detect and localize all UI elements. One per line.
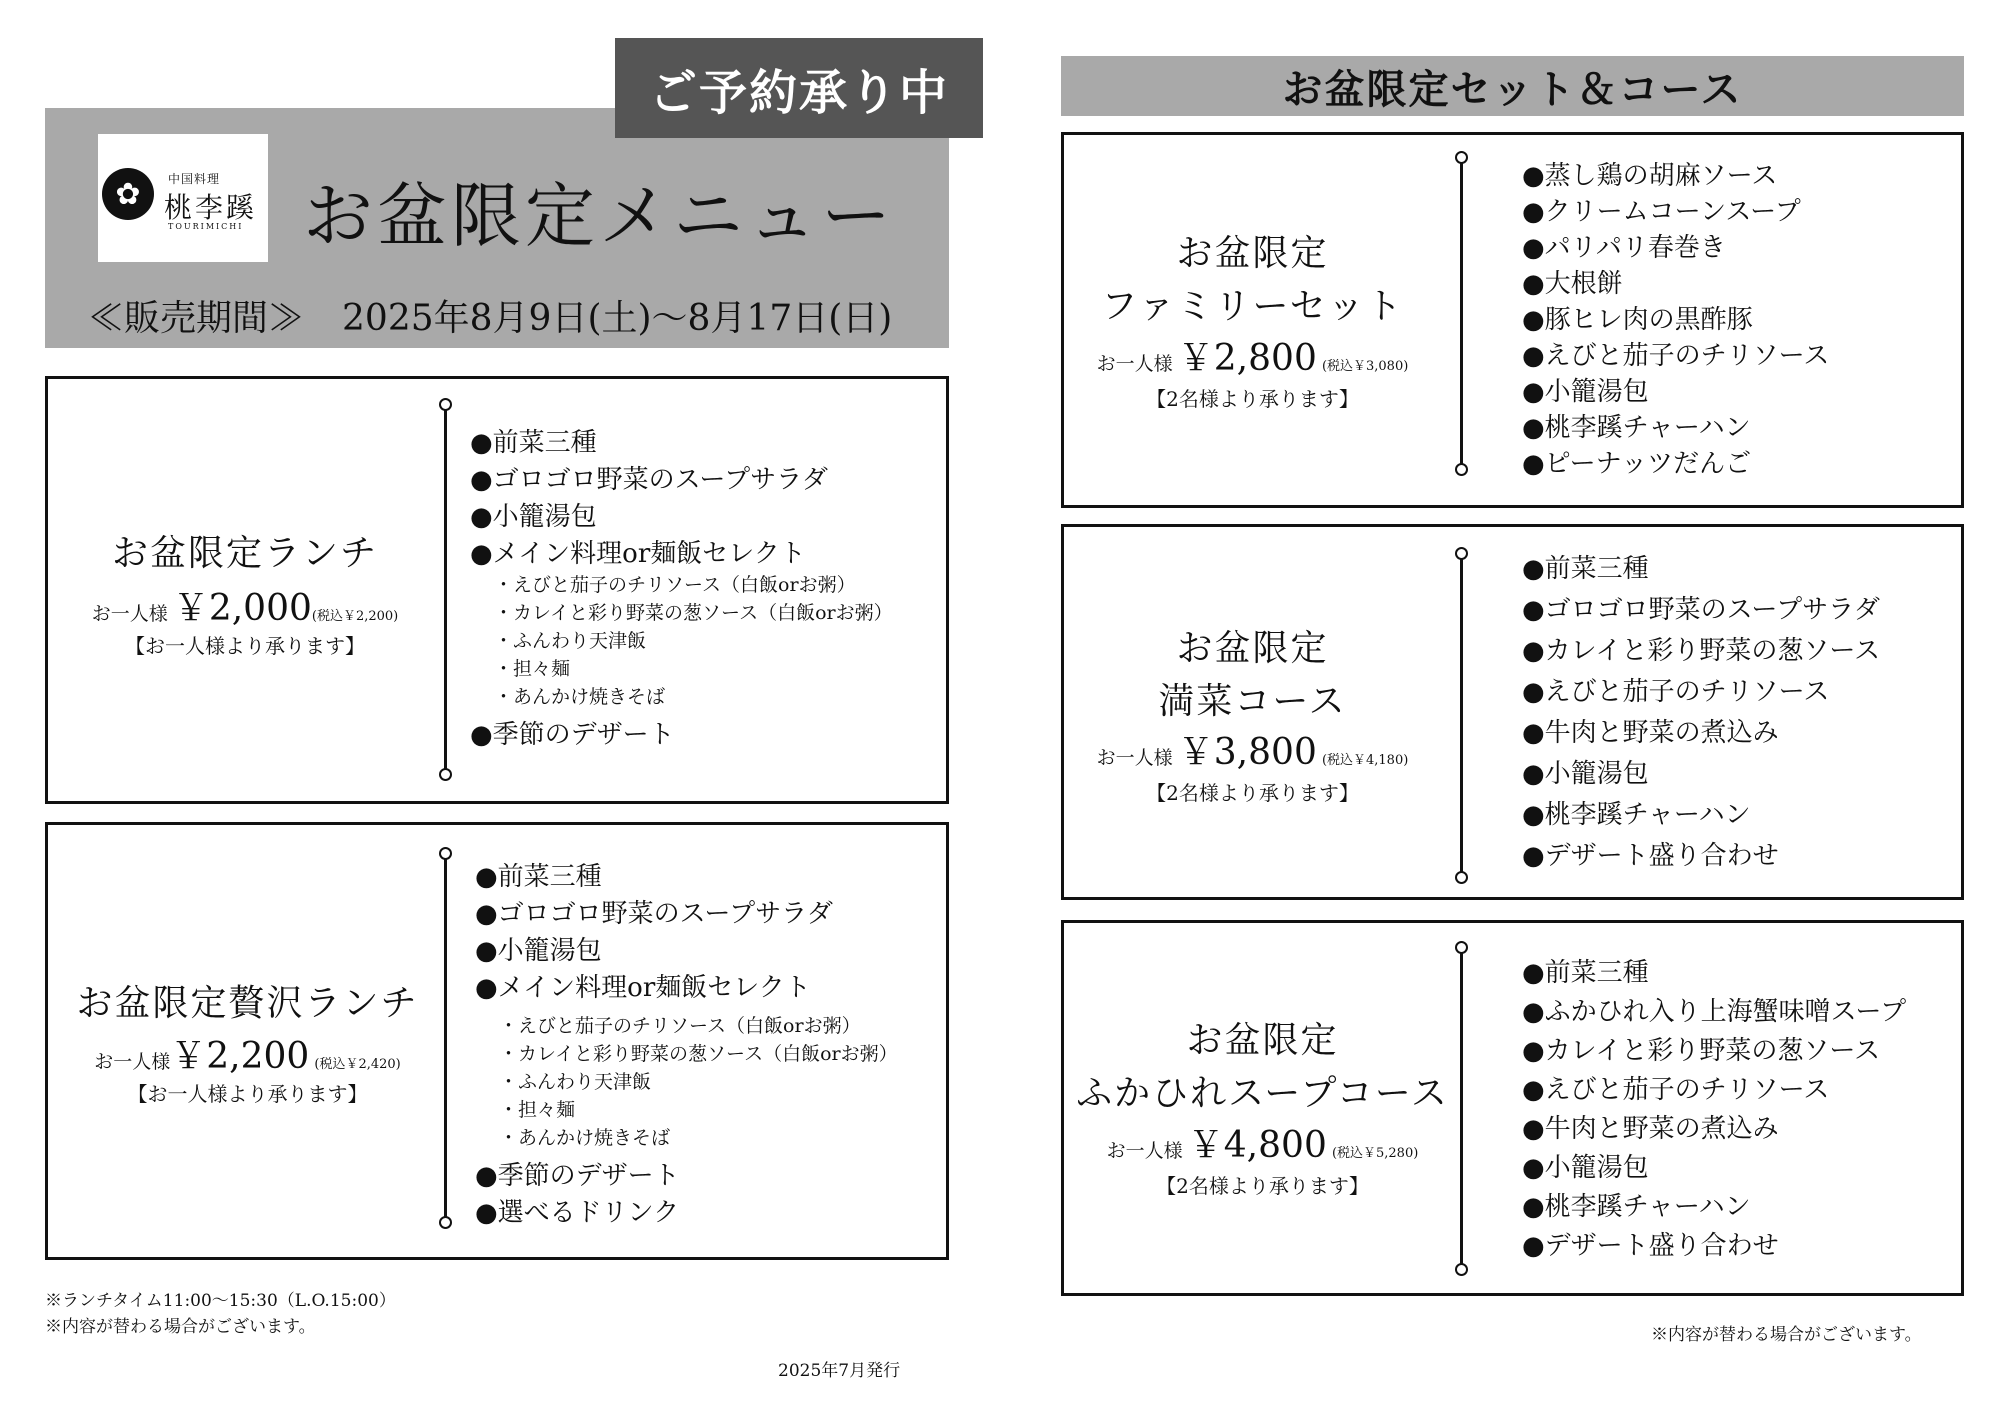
divider-dot (1455, 871, 1468, 884)
deluxe-lunch-note: 【お一人様より承ります】 (127, 1082, 368, 1106)
list-item: ●桃李蹊チャーハン (1522, 800, 1751, 830)
fukahire-course-menu-list (1522, 952, 1906, 1264)
per-person-label: お一人様 (1106, 1140, 1183, 1162)
list-item: ●ゴロゴロ野菜のスープサラダ (470, 465, 828, 495)
list-item: ●ピーナッツだんご (1522, 449, 1752, 479)
per-person-label: お一人様 (94, 1051, 171, 1073)
fukahire-course-price (1070, 1117, 1455, 1168)
list-item: ●前菜三種 (475, 862, 602, 892)
list-item: ●えびと茄子のチリソース (1522, 677, 1830, 707)
sub-item: ・えびと茄子のチリソース（白飯orお粥） (494, 574, 856, 596)
list-item: ●小籠湯包 (1522, 377, 1649, 407)
sales-period (88, 290, 892, 341)
list-item: ●桃李蹊チャーハン (1522, 1192, 1751, 1222)
lunch-menu-list (470, 422, 893, 751)
reservation-badge: ご予約承り中 (615, 38, 983, 138)
list-item: ●季節のデザート (470, 720, 675, 750)
list-item: ●小籠湯包 (1522, 1153, 1649, 1183)
content-change-note-left: ※内容が替わる場合がございます。 (45, 1317, 316, 1337)
list-item: ●えびと茄子のチリソース (1522, 341, 1830, 371)
mansai-course-name-line1: お盆限定 (1176, 628, 1329, 669)
mansai-course-price (1080, 724, 1425, 775)
list-item: ●小籠湯包 (475, 936, 602, 966)
tax-price: (税込￥3,080) (1321, 359, 1409, 374)
period-dates: 2025年8月9日(土)〜8月17日(日) (342, 298, 893, 339)
divider-dot (1455, 1263, 1468, 1276)
family-set-note: 【2名様より承ります】 (1146, 387, 1359, 411)
list-item: ●牛肉と野菜の煮込み (1522, 718, 1779, 748)
price-value: ￥3,800 (1177, 732, 1317, 773)
sub-item: ・カレイと彩り野菜の葱ソース（白飯orお粥） (494, 602, 893, 624)
lunch-time-note: ※ランチタイム11:00〜15:30（L.O.15:00） (45, 1291, 396, 1311)
tax-price: (税込￥2,420) (314, 1057, 401, 1072)
list-item: ●前菜三種 (1522, 554, 1649, 584)
tax-price: (税込￥2,200) (311, 609, 399, 624)
sub-item: ・カレイと彩り野菜の葱ソース（白飯orお粥） (499, 1043, 898, 1065)
list-item: ●えびと茄子のチリソース (1522, 1075, 1830, 1105)
per-person-label: お一人様 (1096, 747, 1173, 769)
list-item: ●小籠湯包 (470, 502, 597, 532)
list-item: ●選べるドリンク (475, 1198, 680, 1228)
mansai-course-menu-list (1522, 548, 1880, 876)
list-item: ●桃李蹊チャーハン (1522, 413, 1751, 443)
price-value: ￥4,800 (1187, 1125, 1327, 1166)
logo-subtitle: 中国料理 (168, 172, 221, 186)
family-set-menu-list (1522, 155, 1829, 479)
sub-item: ・担々麺 (499, 1099, 576, 1121)
divider-line (1460, 552, 1463, 878)
content-change-note-right: ※内容が替わる場合がございます。 (1651, 1325, 1922, 1345)
list-item: ●大根餅 (1522, 269, 1623, 299)
price-value: ￥2,800 (1177, 338, 1317, 379)
list-item: ●デザート盛り合わせ (1522, 1231, 1779, 1261)
list-item: ●前菜三種 (470, 428, 597, 458)
price-value: ￥2,000 (172, 588, 312, 629)
family-set-name-line1: お盆限定 (1176, 233, 1329, 274)
list-item: ●メイン料理or麺飯セレクト (475, 973, 811, 1003)
per-person-label: お一人様 (91, 603, 168, 625)
sub-item: ・ふんわり天津飯 (494, 630, 647, 652)
family-set-name-line2: ファミリーセット (1101, 286, 1404, 327)
plum-blossom-icon: ✿ (102, 168, 154, 220)
divider-line (1460, 156, 1463, 468)
deluxe-lunch-name: お盆限定贅沢ランチ (76, 983, 419, 1024)
divider-dot (439, 847, 452, 860)
period-label: ≪販売期間≫ (88, 298, 305, 339)
lunch-price (75, 580, 415, 631)
list-item: ●メイン料理or麺飯セレクト (470, 539, 806, 569)
issue-date: 2025年7月発行 (778, 1361, 901, 1381)
divider-line (444, 402, 447, 776)
tax-price: (税込￥4,180) (1321, 753, 1409, 768)
fukahire-course-name-line1: お盆限定 (1186, 1020, 1339, 1061)
divider-line (1460, 946, 1463, 1270)
list-item: ●ゴロゴロ野菜のスープサラダ (475, 899, 833, 929)
list-item: ●前菜三種 (1522, 958, 1649, 988)
family-set-price (1080, 330, 1425, 381)
divider-line (444, 852, 447, 1222)
sets-courses-header: お盆限定セット＆コース (1061, 56, 1964, 116)
divider-dot (439, 1216, 452, 1229)
sub-item: ・えびと茄子のチリソース（白飯orお粥） (499, 1015, 861, 1037)
fukahire-course-note: 【2名様より承ります】 (1156, 1174, 1369, 1198)
list-item: ●小籠湯包 (1522, 759, 1649, 789)
divider-dot (1455, 941, 1468, 954)
divider-dot (439, 768, 452, 781)
divider-dot (439, 398, 452, 411)
lunch-name: お盆限定ランチ (111, 533, 378, 574)
per-person-label: お一人様 (1096, 353, 1173, 375)
sub-item: ・担々麺 (494, 658, 571, 680)
fukahire-course-name-line2: ふかひれスープコース (1076, 1073, 1449, 1114)
lunch-note: 【お一人様より承ります】 (125, 634, 365, 658)
list-item: ●ふかひれ入り上海蟹味噌スープ (1522, 997, 1907, 1027)
page-title: お盆限定メニュー (303, 175, 895, 257)
list-item: ●パリパリ春巻き (1522, 233, 1726, 263)
divider-dot (1455, 547, 1468, 560)
logo-name: 桃李蹊 (164, 191, 258, 224)
list-item: ●季節のデザート (475, 1161, 680, 1191)
sub-item: ・ふんわり天津飯 (499, 1071, 652, 1093)
list-item: ●カレイと彩り野菜の葱ソース (1522, 636, 1881, 666)
list-item: ●豚ヒレ肉の黒酢豚 (1522, 305, 1753, 335)
list-item: ●ゴロゴロ野菜のスープサラダ (1522, 595, 1880, 625)
deluxe-menu-list (475, 856, 898, 1229)
logo-roman: TOURIMICHI (168, 222, 244, 231)
tax-price: (税込￥5,280) (1331, 1146, 1419, 1161)
sub-item: ・あんかけ焼きそば (494, 686, 666, 708)
mansai-course-name-line2: 満菜コース (1158, 681, 1347, 722)
divider-dot (1455, 151, 1468, 164)
list-item: ●クリームコーンスープ (1522, 197, 1801, 227)
mansai-course-note: 【2名様より承ります】 (1146, 781, 1359, 805)
list-item: ●デザート盛り合わせ (1522, 841, 1779, 871)
price-value: ￥2,200 (170, 1036, 310, 1077)
list-item: ●牛肉と野菜の煮込み (1522, 1114, 1779, 1144)
list-item: ●カレイと彩り野菜の葱ソース (1522, 1036, 1881, 1066)
sub-item: ・あんかけ焼きそば (499, 1127, 671, 1149)
list-item: ●蒸し鶏の胡麻ソース (1522, 161, 1778, 191)
divider-dot (1455, 463, 1468, 476)
deluxe-lunch-price (70, 1028, 425, 1079)
